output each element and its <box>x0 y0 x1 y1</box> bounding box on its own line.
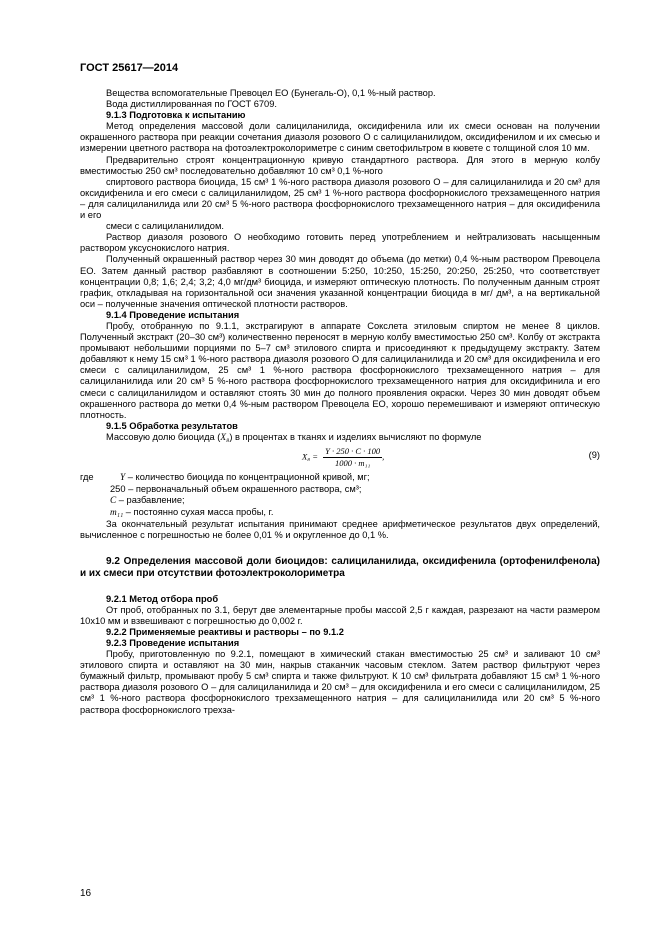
paragraph: Раствор диазоля розового О необходимо готовить перед употреблением и нейтрализовать насыщенным раствором уксуснокислого натрия. <box>80 232 600 254</box>
formula-expression <box>302 446 384 469</box>
definition-text: – разбавление; <box>118 495 185 506</box>
paragraph: За окончательный результат испытания принимают среднее арифметическое результатов двух определений, вычисленное с погрешностью не более 0,01 % и округленное до 0,1 %. <box>80 519 600 541</box>
section-heading: 9.2 Определения массовой доли биоцидов: салициланилида, оксидифенила (ортофенилфенола) и их смеси при отсутствии фотоэлектроколориметра <box>80 555 600 579</box>
definition-row <box>80 495 600 507</box>
section-heading: 9.1.3 Подготовка к испытанию <box>106 110 246 121</box>
definition-symbol: Y <box>120 473 126 483</box>
paragraph: Полученный окрашенный раствор через 30 мин доводят до объема (до метки) 0,4 %-ным раствором Превоцела ЕО. Затем данный раствор разбавляют в соотношении 5:250, 10:250, 15:250, 20:250, 25:250, что соответствует концентрации 0,8; 1,6; 2,4; 3,2; 4,0 мг/дм³ биоцида, и измеряют оптическую плотность. По полученным данным строят график, откладывая на горизонтальной оси значения указанной концентрации биоцида в мг/ дм³, а на вертикальной оси – полученные значения оптической плотности растворов. <box>80 254 600 309</box>
paragraph-text: Массовую долю биоцида ( <box>106 431 221 442</box>
where-label: где <box>80 472 94 482</box>
paragraph <box>80 432 600 444</box>
paragraph: смеси с салициланилидом. <box>106 221 224 232</box>
definition-text: 250 – первоначальный объем окрашенного раствора, см³; <box>110 484 362 495</box>
definition-text: – постоянно сухая масса пробы, г. <box>125 507 274 518</box>
page-number: 16 <box>80 888 92 899</box>
paragraph: Метод определения массовой доли салициланилида, оксидифенила или их смеси основан на получении окрашенного раствора при реакции сочетания диазоля розового О с салициланилидом, оксидифенилом и их смесью и измерении цветного раствора на фотоэлектроколориметре с синим светофильтром в кювете с толщиной слоя 10 мм. <box>80 121 600 154</box>
definition-symbol: m₁₁ <box>110 508 124 519</box>
formula-numerator: Y · 250 · C · 100 <box>323 446 382 458</box>
page-content <box>80 88 600 716</box>
definition-row <box>80 472 600 484</box>
paragraph: Вода дистиллированная по ГОСТ 6709. <box>106 99 277 110</box>
paragraph-text: ) в процентах в тканях и изделиях вычисляют по формуле <box>229 431 482 442</box>
paragraph: От проб, отобранных по 3.1, берут две элементарные пробы массой 2,5 г каждая, разрезают на части размером 10х10 мм и взвешивают с погрешностью до 0,002 г. <box>80 604 600 626</box>
section-heading: 9.1.4 Проведение испытания <box>106 309 240 320</box>
formula-number: (9) <box>588 450 600 460</box>
section-heading: 9.2.1 Метод отбора проб <box>106 593 219 604</box>
formula-lhs: X₈ = <box>302 451 319 462</box>
formula-denominator: 1000 · m₁₁ <box>334 458 371 469</box>
paragraph: Пробу, приготовленную по 9.2.1, помещают в химический стакан вместимостью 25 см³ и заливают 10 см³ этилового спирта и оставляют на 30 мин, накрыв стаканчик часовым стеклом. Затем раствор фильтруют через бумажный фильтр, промывают пробу 5 см³ спирта и также фильтруют. К 10 см³ фильтрата добавляют 15 см³ 1 %-ного раствора диазоля розового О – для салициланилида и 20 см³ – для оксидифенила и его смеси с салициланилидом, 25 см³ 1 %-ного раствора фосфорнокислого трехзамещенного натрия – для салициланилида или 20 см³ 5 %-ного раствора фосфорнокислого трехза- <box>80 649 600 715</box>
definition-text: – количество биоцида по концентрационной кривой, мг; <box>127 472 370 482</box>
formula-9 <box>80 444 600 472</box>
section-heading: 9.2.3 Проведение испытания <box>106 637 240 648</box>
paragraph: Пробу, отобранную по 9.1.1, экстрагируют в аппарате Сокслета этиловым спиртом не менее 8 циклов. Полученный экстракт (20–30 см³) количественно переносят в мерную колбу вместимостью 250 см³. Колбу от экстракта промывают небольшими порциями по 5–7 см³ этилового спирта и присоединяют к предыдущему экстракту. Затем добавляют к нему 15 см³ 1 %-ного раствора диазоля розового О для салициланилида и 20 см³ для оксидифенила и его смеси с салициланилидом, 25 см³ 1 %-ного раствора фосфорнокислого трехзамещенного натрия – для салициланилида или 20 см³ 5 %-ного раствора фосфорнокислого трехзамещенного натрия для оксидифинила и его смеси с салициланилидом и оставляют стоять 30 мин до полного проявления окраски. Через 30 мин доводят объем окрашенного раствора до метки 0,4 %-ным раствором Превоцела ЕО, хорошо перемешивают и измеряют оптическую плотность. <box>80 320 600 420</box>
symbol-x8: X₈ <box>220 432 230 443</box>
definition-symbol: C <box>110 496 117 507</box>
standard-header: ГОСТ 25617—2014 <box>80 62 179 74</box>
formula-fraction <box>323 446 385 469</box>
definition-row <box>80 507 600 519</box>
paragraph: Предварительно строят концентрационную кривую стандартного раствора. Для этого в мерную колбу вместимостью 250 см³ последовательно добавляют 10 см³ 0,1 %-ного <box>80 154 600 176</box>
paragraph: Вещества вспомогательные Превоцел ЕО (Бунегаль-О), 0,1 %-ный раствор. <box>106 88 436 98</box>
paragraph: спиртового раствора биоцида, 15 см³ 1 %-ного раствора диазоля розового О – для салициланилида и 20 см³ для оксидифенила и его смеси с салициланилидом, 25 см³ 1 %-ного раствора фосфорнокислого трехзамещенного натрия – для салициланилида или 20 см³ 5 %-ного раствора фосфорнокислого трехзамещенного натрия – для оксидифенила и его <box>80 176 600 221</box>
formula-tail: , <box>382 451 385 462</box>
section-heading: 9.2.2 Применяемые реактивы и растворы – по 9.1.2 <box>106 626 344 637</box>
definition-row <box>80 484 600 495</box>
section-heading: 9.1.5 Обработка результатов <box>106 420 238 431</box>
